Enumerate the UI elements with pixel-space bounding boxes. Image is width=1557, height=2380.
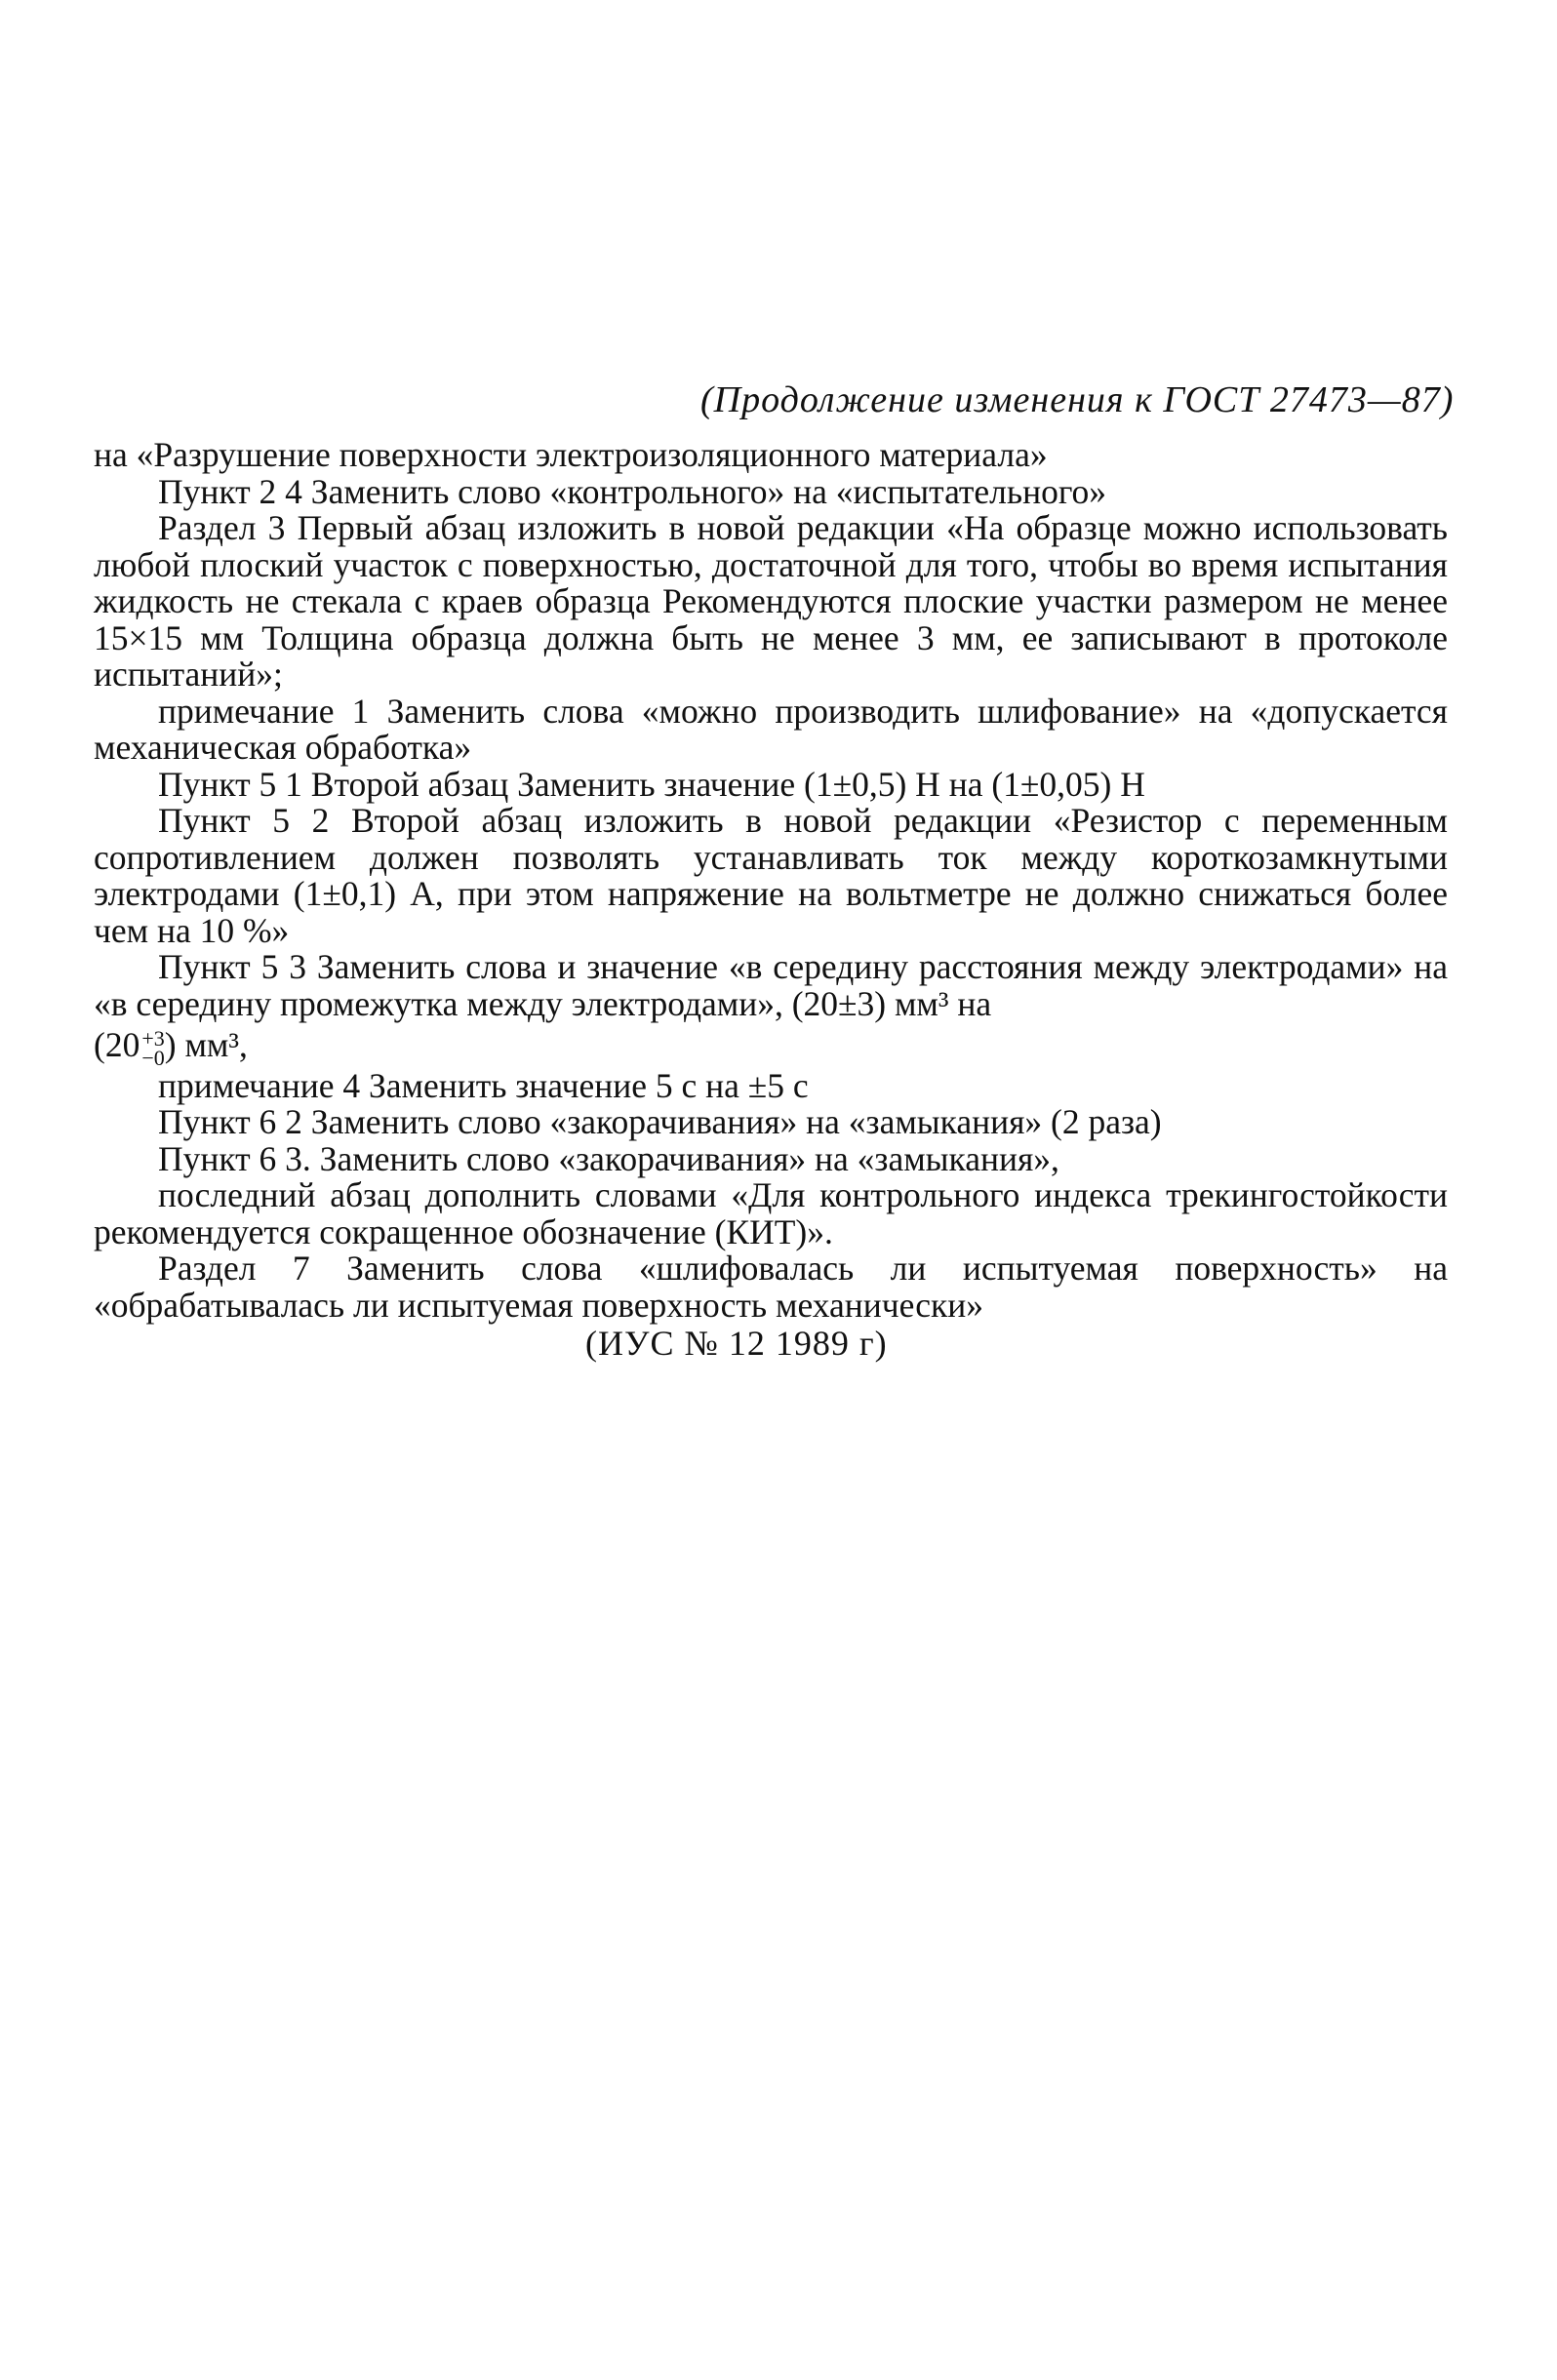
paragraph-material-destruction: на «Разрушение поверхности электроизоляционного материала» <box>94 435 1048 474</box>
paragraph-note-1: примечание 1 Заменить слова «можно производить шлифование» на «допускается механическая обработка» <box>94 691 1448 767</box>
paragraph-section-3: Раздел 3 Первый абзац изложить в новой редакции «На образце можно использовать любой плоский участок с поверхностью, достаточной для того, чтобы во время испытания жидкость не стекала с краев образца Рекомендуются плоские участки размером не менее 15×15 мм Толщина образца должна быть не менее 3 мм, ее записывают в протоколе испытаний»; <box>94 508 1448 694</box>
amendment-body <box>94 437 1448 1324</box>
paragraph-item-6-2: Пункт 6 2 Заменить слово «закорачивания» на «замыкания» (2 раза) <box>158 1102 1162 1142</box>
paragraph-item-5-3: Пункт 5 3 Заменить слова и значение «в середину расстояния между электродами» на «в середину промежутка между электродами», (20±3) мм³ на <box>94 947 1448 1023</box>
formula-tail: ) мм³, <box>164 1025 248 1064</box>
paragraph-last-addition: последний абзац дополнить словами «Для контрольного индекса трекингостойкости рекомендуется сокращенное обозначение (КИТ)». <box>94 1175 1448 1251</box>
paragraph-section-7: Раздел 7 Заменить слова «шлифовалась ли испытуемая поверхность» на «обрабатывалась ли испытуемая поверхность механически» <box>94 1249 1448 1325</box>
tolerance-lower: −0 <box>141 1045 165 1070</box>
paragraph-item-6-3: Пункт 6 3. Заменить слово «закорачивания» на «замыкания», <box>158 1138 1059 1178</box>
paragraph-item-5-1: Пункт 5 1 Второй абзац Заменить значение (1±0,5) Н на (1±0,05) Н <box>158 764 1145 804</box>
paragraph-note-4: примечание 4 Заменить значение 5 с на ±5 с <box>158 1065 809 1105</box>
paragraph-item-2-4: Пункт 2 4 Заменить слово «контрольного» на «испытательного» <box>158 471 1107 511</box>
tolerance-formula <box>94 1022 1448 1068</box>
paragraph-item-5-2: Пункт 5 2 Второй абзац изложить в новой редакции «Резистор с переменным сопротивлением должен позволять устанавливать ток между короткозамкнутыми электродами (1±0,1) А, при этом напряжение на вольтметре не должно снижаться более чем на 10 %» <box>94 801 1448 950</box>
tolerance-upper: +3 <box>141 1025 165 1051</box>
source-reference: (ИУС № 12 1989 г) <box>585 1324 888 1363</box>
formula-base: (20 <box>94 1025 140 1064</box>
continuation-header: (Продолжение изменения к ГОСТ 27473—87) <box>700 379 1455 420</box>
tolerance-fraction <box>141 1025 165 1070</box>
